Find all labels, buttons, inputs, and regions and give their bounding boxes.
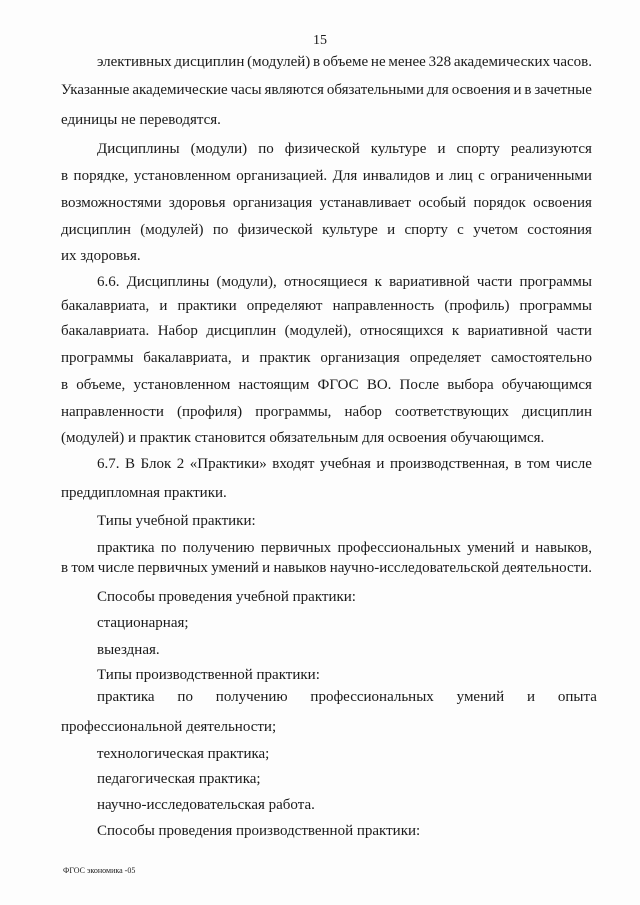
paragraph-line: Способы проведения производственной практики: — [97, 823, 421, 839]
paragraph-line: программы бакалавриата, и практик организация определяет самостоятельно — [61, 350, 592, 366]
paragraph-line: педагогическая практика; — [97, 771, 261, 787]
paragraph-line: Указанные академические часы являются обязательными для освоения и в зачетные — [61, 82, 592, 98]
paragraph-line: технологическая практика; — [97, 746, 270, 762]
paragraph-line: 6.7. В Блок 2 «Практики» входят учебная и производственная, в том числе — [97, 456, 592, 472]
paragraph-line: бакалавриата. Набор дисциплин (модулей), относящихся к вариативной части — [61, 323, 592, 339]
paragraph-line: научно-исследовательская работа. — [97, 797, 315, 813]
paragraph-line: практика по получению первичных профессиональных умений и навыков, — [97, 540, 592, 556]
paragraph-line: элективных дисциплин (модулей) в объеме не менее 328 академических часов. — [97, 54, 592, 70]
paragraph-line: возможностями здоровья организация устанавливает особый порядок освоения — [61, 195, 592, 211]
paragraph-line: единицы не переводятся. — [61, 112, 221, 128]
paragraph-line: Типы производственной практики: — [97, 667, 320, 683]
paragraph-line: в объеме, установленном настоящим ФГОС ВО. После выбора обучающимся — [61, 377, 592, 393]
paragraph-line: (модулей) и практик становится обязательным для освоения обучающимся. — [61, 430, 545, 446]
paragraph-line: направленности (профиля) программы, набор соответствующих дисциплин — [61, 404, 592, 420]
paragraph-line: Дисциплины (модули) по физической культуре и спорту реализуются — [97, 141, 592, 157]
paragraph-line: преддипломная практики. — [61, 485, 227, 501]
paragraph-line: дисциплин (модулей) по физической культуре и спорту с учетом состояния — [61, 222, 592, 238]
paragraph-line: в том числе первичных умений и навыков научно-исследовательской деятельности. — [61, 560, 592, 576]
paragraph-line: профессиональной деятельности; — [61, 719, 277, 735]
paragraph-line: Способы проведения учебной практики: — [97, 589, 356, 605]
paragraph-line: практика по получению профессиональных умений и опыта — [97, 689, 597, 705]
paragraph-line: в порядке, установленном организацией. Для инвалидов и лиц с ограниченными — [61, 168, 592, 184]
footer-label: ФГОС экономика -05 — [63, 866, 136, 875]
paragraph-line: бакалавриата, и практики определяют направленность (профиль) программы — [61, 298, 592, 314]
page-number: 15 — [313, 33, 327, 48]
paragraph-line: Типы учебной практики: — [97, 513, 256, 529]
paragraph-line: их здоровья. — [61, 248, 141, 264]
paragraph-line: стационарная; — [97, 615, 189, 631]
paragraph-line: 6.6. Дисциплины (модули), относящиеся к вариативной части программы — [97, 274, 592, 290]
paragraph-line: выездная. — [97, 642, 160, 658]
